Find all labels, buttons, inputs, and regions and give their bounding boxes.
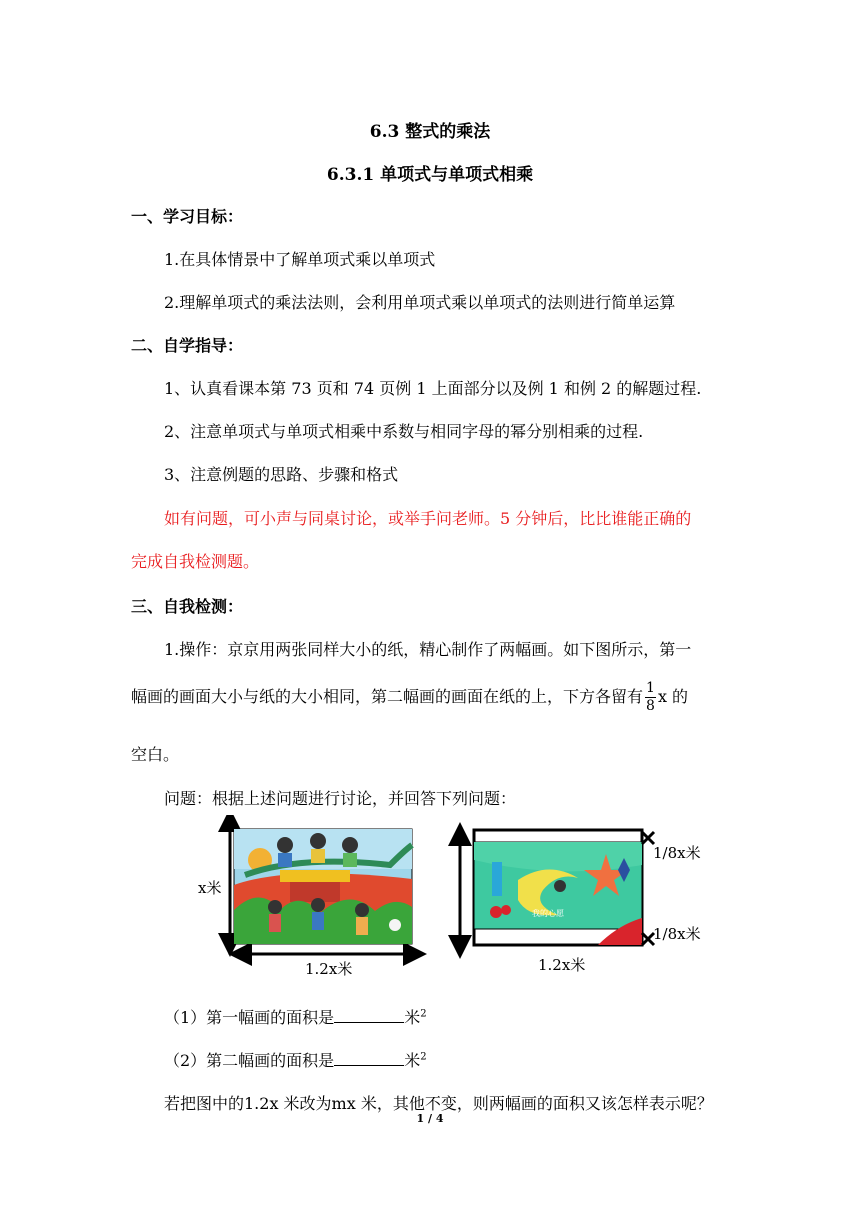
fraction-denominator: 8 (646, 698, 655, 714)
problem-line-1: 1.操作：京京用两张同样大小的纸，精心制作了两幅画。如下图所示，第一 (164, 640, 692, 659)
guide-item-1: 1、认真看课本第 73 页和 74 页例 1 上面部分以及例 1 和例 2 的解题过程. (164, 379, 702, 398)
painting-2-caption: 我的心愿 (532, 909, 564, 918)
extension-question: 若把图中的1.2x 米改为mx 米，其他不变，则两幅画的面积又该怎样表示呢？ (164, 1094, 713, 1113)
figure-painting-1 (190, 815, 430, 985)
note-line-2: 完成自我检测题。 (131, 552, 260, 571)
problem-line-3: 空白。 (131, 745, 180, 764)
note-line-1: 如有问题，可小声与同桌讨论，或举手问老师。5 分钟后，比比谁能正确的 (164, 509, 692, 528)
question-2-unit: 米 (404, 1051, 421, 1070)
section3-heading: 三、自我检测： (131, 597, 244, 616)
question-2-power: 2 (420, 1051, 427, 1063)
question-2-text: （2）第二幅画的面积是 (164, 1051, 335, 1070)
fraction-one-eighth (645, 680, 656, 715)
question-1 (164, 1005, 427, 1028)
painting-1-width-label: 1.2x米 (305, 960, 353, 978)
problem-line-2-tail: x 的 (657, 687, 689, 706)
question-1-text: （1）第一幅画的面积是 (164, 1008, 335, 1027)
painting-2-top-margin-label: 1/8x米 (653, 844, 701, 862)
problem-line-2 (131, 680, 688, 715)
section2-heading: 二、自学指导： (131, 336, 244, 355)
guide-item-2: 2、注意单项式与单项式相乘中系数与相同字母的幂分别相乘的过程. (164, 422, 644, 441)
page-number: 1 / 4 (416, 1112, 444, 1125)
painting-2-bottom-margin-label: 1/8x米 (653, 925, 701, 943)
question-1-unit: 米 (404, 1008, 421, 1027)
figure-painting-2 (448, 820, 728, 980)
painting-1-height-label: x米 (198, 879, 222, 897)
question-1-power: 2 (420, 1008, 427, 1020)
problem-line-2-text: 幅画的画面大小与纸的大小相同，第二幅画的画面在纸的上，下方各留有 (131, 687, 644, 706)
question-intro: 问题：根据上述问题进行讨论，并回答下列问题： (164, 789, 517, 808)
goal-item-1: 1.在具体情景中了解单项式乘以单项式 (164, 250, 436, 269)
goal-item-2: 2.理解单项式的乘法法则，会利用单项式乘以单项式的法则进行简单运算 (164, 293, 676, 312)
answer-blank-2[interactable] (334, 1051, 404, 1066)
guide-item-3: 3、注意例题的思路、步骤和格式 (164, 465, 399, 484)
page-subtitle: 6.3.1 单项式与单项式相乘 (326, 165, 534, 185)
question-2 (164, 1048, 427, 1071)
answer-blank-1[interactable] (334, 1008, 404, 1023)
page-title: 6.3 整式的乘法 (369, 122, 491, 142)
section1-heading: 一、学习目标： (131, 207, 244, 226)
painting-2-width-label: 1.2x米 (538, 956, 586, 974)
fraction-numerator: 1 (646, 680, 655, 696)
